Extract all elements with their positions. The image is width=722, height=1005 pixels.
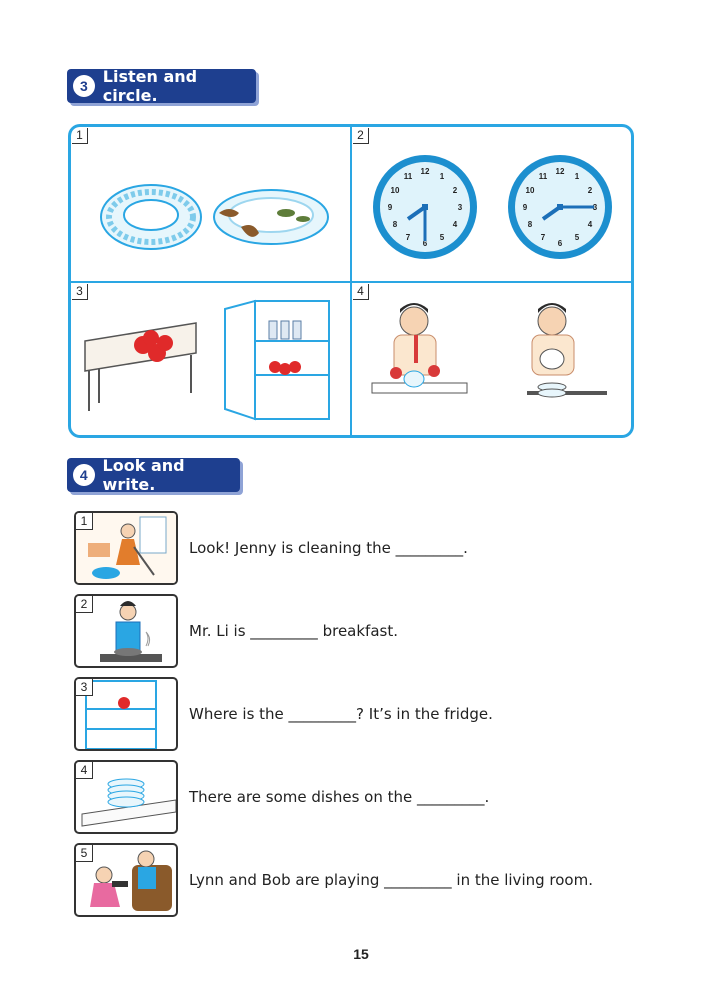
clock-hour-label: 8 [392,220,398,229]
clock-hour-label: 9 [387,203,393,212]
exercise-sentence: Mr. Li is _________ breakfast. [189,622,398,640]
exercise-row-5 [74,843,674,919]
section-4-title: Look and write. [102,456,185,494]
exercise-number: 2 [76,596,93,613]
clock-icon [508,155,612,259]
exercise-number: 5 [76,845,93,862]
exercise-sentence: Lynn and Bob are playing _________ in the living room. [189,871,593,889]
exercise-row-1 [74,511,674,587]
clock-icon [373,155,477,259]
clock-hour-label: 12 [420,167,430,176]
exercise-sentence: Look! Jenny is cleaning the _________. [189,539,468,557]
section-3-header [67,69,256,103]
listen-cell-4[interactable] [352,283,631,435]
exercise-sentence: There are some dishes on the _________. [189,788,490,806]
clock-hour-label: 1 [439,172,445,181]
clock-hour-label: 12 [555,167,565,176]
exercise-thumbnail [74,594,178,668]
cell-number: 3 [72,284,88,300]
clock-hour-label: 1 [574,172,580,181]
clean-plate-icon [101,185,201,249]
fridge-icon [225,301,329,419]
dirty-plate-icon [214,190,328,244]
clock-hour-label: 2 [587,186,593,195]
section-4-header [67,458,240,492]
clock-hour-label: 3 [592,203,598,212]
boy-washing-dishes-illustration [352,283,631,435]
exercise-number: 1 [76,513,93,530]
clock-hour-label: 11 [538,172,548,181]
clocks-illustration [352,127,631,283]
exercise-row-3 [74,677,674,753]
cell-number: 1 [72,128,88,144]
table-and-fridge-illustration [71,283,352,435]
cell-number: 4 [353,284,369,300]
exercise-sentence: Where is the _________? It’s in the fridge. [189,705,493,723]
clock-hour-label: 6 [557,239,563,248]
exercise-thumbnail [74,843,178,917]
cell-number: 2 [353,128,369,144]
clock-hour-label: 7 [405,233,411,242]
clock-hour-label: 8 [527,220,533,229]
section-3-number: 3 [73,75,95,97]
clock-hour-label: 2 [452,186,458,195]
clock-hour-label: 6 [422,239,428,248]
clock-hour-label: 10 [525,186,535,195]
exercise-number: 3 [76,679,93,696]
exercise-thumbnail [74,677,178,751]
exercise-row-4 [74,760,674,836]
clock-hour-label: 3 [457,203,463,212]
clock-hour-label: 11 [403,172,413,181]
clock-hour-label: 4 [587,220,593,229]
exercise-thumbnail [74,511,178,585]
clock-hour-label: 5 [439,233,445,242]
section-3-title: Listen and circle. [102,67,198,105]
section-4-number: 4 [73,464,95,486]
plates-illustration [71,127,352,283]
boy-drying-icon [527,303,607,397]
clock-hour-label: 9 [522,203,528,212]
clock-hour-label: 4 [452,220,458,229]
exercise-number: 4 [76,762,93,779]
listen-cell-3[interactable] [71,283,352,435]
listen-and-circle-grid [68,124,634,438]
page-number: 15 [353,946,369,962]
listen-cell-1[interactable] [71,127,352,283]
clock-hour-label: 10 [390,186,400,195]
clock-hour-label: 5 [574,233,580,242]
table-icon [85,323,196,411]
exercise-row-2 [74,594,674,670]
clock-hour-label: 7 [540,233,546,242]
listen-cell-2[interactable] [352,127,631,283]
exercise-thumbnail [74,760,178,834]
boy-washing-icon [372,303,467,393]
